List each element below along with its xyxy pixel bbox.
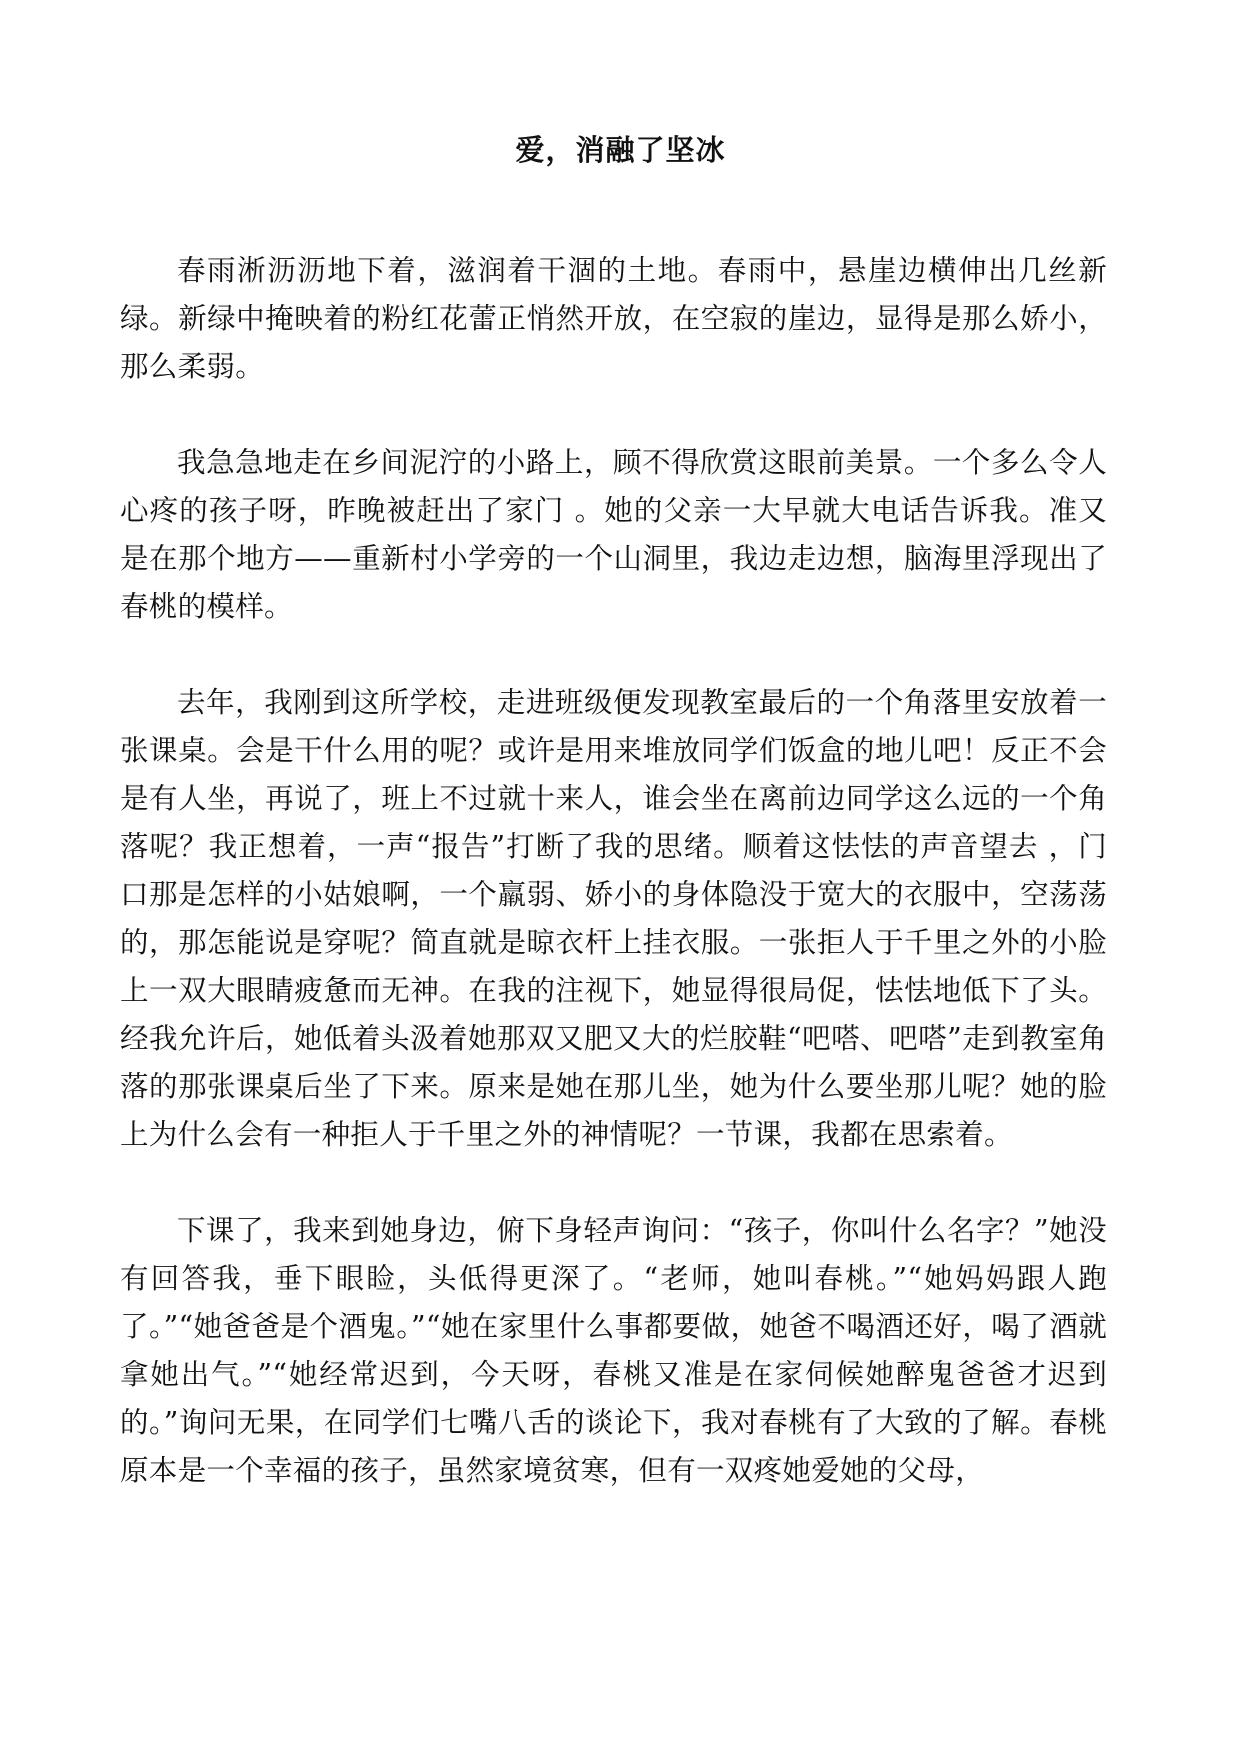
document-body xyxy=(120,247,1107,1543)
paragraph-2: 我急急地走在乡间泥泞的小路上，顾不得欣赏这眼前美景。一个多么令人心疼的孩子呀，昨晚被赶出了家门 。她的父亲一大早就大电话告诉我。准又是在那个地方——重新村小学旁的一个山洞里，我边走边想，脑海里浮现出了春桃的模样。 xyxy=(120,446,1107,623)
paragraph-3: 去年，我刚到这所学校，走进班级便发现教室最后的一个角落里安放着一张课桌。会是干什么用的呢？或许是用来堆放同学们饭盒的地儿吧！反正不会是有人坐，再说了，班上不过就十来人，谁会坐在离前边同学这么远的一个角落呢？我正想着，一声“报告”打断了我的思绪。顺着这怯怯的声音望去 ，门口那是怎样的小姑娘啊，一个羸弱、娇小的身体隐没于宽大的衣服中，空荡荡的，那怎能说是穿呢？简直就是晾衣杆上挂衣服。一张拒人于千里之外的小脸上一双大眼睛疲惫而无神。在我的注视下，她显得很局促，怯怯地低下了头。经我允许后，她低着头汲着她那双又肥又大的烂胶鞋“吧嗒、吧嗒”走到教室角落的那张课桌后坐了下来。原来是她在那儿坐，她为什么要坐那儿呢？她的脸上为什么会有一种拒人于千里之外的神情呢？一节课，我都在思索着。 xyxy=(120,686,1107,1151)
paragraph-4: 下课了，我来到她身边，俯下身轻声询问：“孩子，你叫什么名字？”她没有回答我，垂下眼睑，头低得更深了。“老师，她叫春桃。”“她妈妈跟人跑了。”“她爸爸是个酒鬼。”“她在家里什么事都要做，她爸不喝酒还好，喝了酒就拿她出气。”“她经常迟到，今天呀，春桃又准是在家伺候她醉鬼爸爸才迟到的。”询问无果，在同学们七嘴八舌的谈论下，我对春桃有了大致的了解。春桃原本是一个幸福的孩子，虽然家境贫寒，但有一双疼她爱她的父母， xyxy=(120,1214,1107,1487)
document-title: 爱，消融了坚冰 xyxy=(515,133,726,167)
paragraph-1: 春雨淅沥沥地下着，滋润着干涸的土地。春雨中，悬崖边横伸出几丝新绿。新绿中掩映着的粉红花蕾正悄然开放，在空寂的崖边，显得是那么娇小，那么柔弱。 xyxy=(120,254,1107,383)
